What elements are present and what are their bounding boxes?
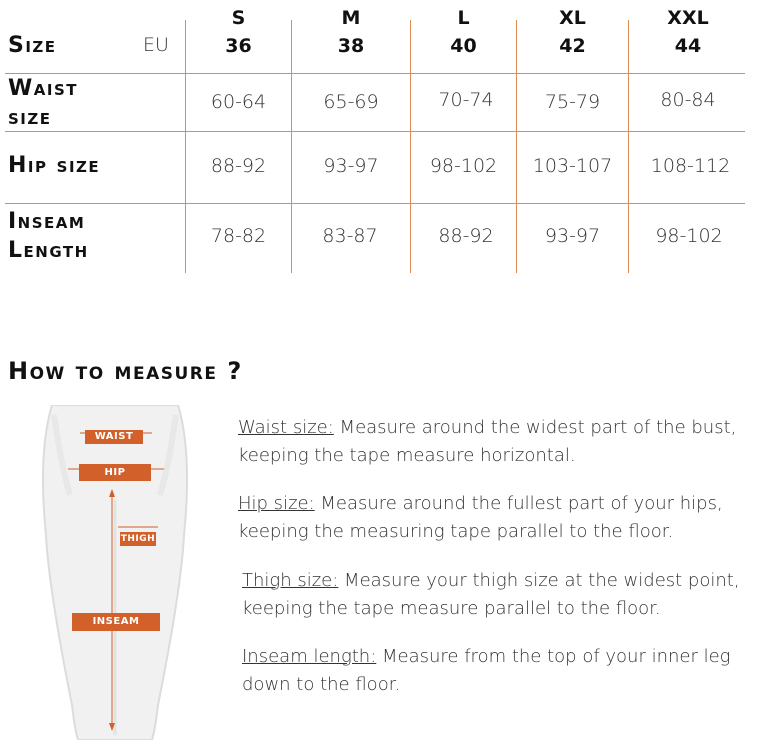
row-label-line: Waist [8, 76, 78, 101]
row-label-hip: Hip size [8, 153, 101, 178]
table-cell: 98-102 [429, 155, 498, 177]
size-eu: 42 [559, 35, 586, 57]
instruction-text: Measure around the fullest part of your hips, keeping the measuring tape parallel to the floor. [238, 493, 723, 542]
instruction-thigh [242, 567, 742, 623]
section-title: How to measure ? [8, 357, 243, 385]
table-cell: 75-79 [544, 91, 601, 113]
row-label-line: size [8, 105, 52, 130]
row-label-waist [8, 74, 78, 132]
row-label-inseam [8, 207, 89, 265]
size-letter: S [231, 7, 246, 29]
instruction-text: Measure your thigh size at the widest point, keeping the tape measure parallel to the floor. [242, 570, 740, 619]
instruction-text: Measure from the top of your inner leg down to the floor. [242, 646, 731, 695]
eu-label: EU [143, 34, 169, 56]
instruction-term: Thigh size: [242, 570, 339, 591]
size-letter: L [457, 7, 470, 29]
hip-tag: HIP [79, 464, 151, 481]
table-rule [5, 73, 745, 74]
table-cell: 103-107 [532, 155, 613, 177]
instruction-waist [238, 414, 768, 470]
size-letter: XL [559, 7, 586, 29]
instruction-inseam [242, 643, 767, 699]
table-cell: 70-74 [438, 89, 494, 111]
table-cell: 93-97 [323, 155, 379, 177]
table-cell: 88-92 [210, 155, 267, 177]
table-cell: 83-87 [322, 225, 378, 247]
waist-tag: WAIST [85, 430, 143, 444]
instruction-hip [238, 490, 771, 546]
table-cell: 98-102 [655, 225, 723, 247]
size-eu: 36 [225, 35, 252, 57]
size-eu: 38 [337, 35, 365, 57]
table-rule [5, 131, 745, 132]
row-label-line: Inseam [8, 209, 86, 234]
size-letter: M [341, 7, 361, 29]
inseam-tag: INSEAM [72, 613, 160, 631]
row-label-line: Length [8, 238, 89, 263]
table-cell: 60-64 [210, 91, 267, 113]
table-cell: 80-84 [660, 89, 716, 111]
instruction-term: Hip size: [238, 493, 315, 514]
size-letter: XXL [667, 7, 709, 29]
table-rule [5, 203, 745, 204]
instruction-term: Waist size: [238, 417, 334, 438]
table-cell: 108-112 [650, 155, 731, 177]
table-cell: 93-97 [544, 225, 601, 247]
instruction-text: Measure around the widest part of the bust, keeping the tape measure horizontal. [238, 417, 737, 466]
table-cell: 88-92 [438, 225, 494, 247]
thigh-tag: THIGH [120, 534, 156, 544]
table-cell: 78-82 [210, 225, 267, 247]
instruction-term: Inseam length: [242, 646, 377, 667]
size-header-label: Size [8, 33, 57, 58]
table-cell: 65-69 [323, 91, 379, 113]
body-outline-icon [30, 405, 200, 740]
body-figure [30, 405, 200, 740]
size-eu: 40 [450, 35, 477, 57]
size-eu: 44 [674, 35, 702, 57]
